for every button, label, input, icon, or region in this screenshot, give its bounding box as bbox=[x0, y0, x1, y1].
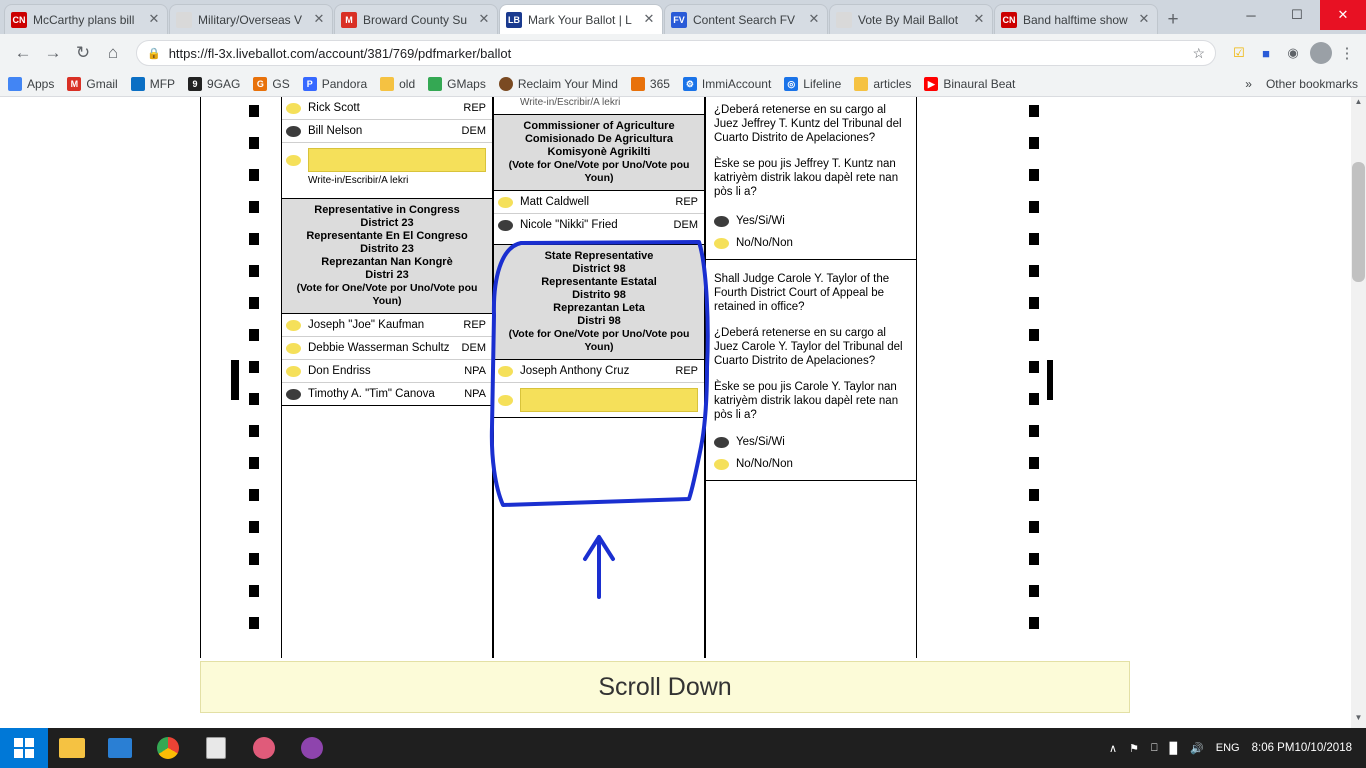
timing-mark bbox=[249, 425, 259, 437]
retention-question-es: ¿Deberá retenerse en su cargo al Juez Carole Y. Taylor del Tribunal del Cuarto Distrito de Apelaciones? bbox=[714, 327, 903, 367]
youtube-icon: ▶ bbox=[924, 77, 938, 91]
race-title-line: Distrito 98 bbox=[572, 289, 626, 301]
timing-mark bbox=[249, 105, 259, 117]
vote-oval-unmarked[interactable] bbox=[498, 197, 513, 208]
race-title-line: Reprezantan Leta bbox=[553, 302, 645, 314]
candidate-name: Debbie Wasserman Schultz bbox=[308, 342, 450, 354]
tab-title: Content Search FV bbox=[693, 12, 796, 27]
maps-icon bbox=[428, 77, 442, 91]
pandora-icon: P bbox=[303, 77, 317, 91]
race-title-line: Commissioner of Agriculture bbox=[523, 120, 675, 132]
timing-mark bbox=[1029, 617, 1039, 629]
bookmark-mfp[interactable] bbox=[131, 77, 175, 91]
race-vote-instruction: (Vote for One/Vote por Uno/Vote pou Youn) bbox=[508, 328, 690, 353]
browser-toolbar bbox=[0, 34, 1366, 72]
candidate-row[interactable] bbox=[282, 97, 492, 120]
tray-expand-icon[interactable]: ∧ bbox=[1109, 742, 1118, 755]
back-icon[interactable]: ← bbox=[14, 43, 32, 62]
candidate-party: REP bbox=[463, 102, 486, 114]
reload-icon[interactable]: ↻ bbox=[75, 43, 91, 62]
taskbar-app-blue-icon[interactable] bbox=[96, 728, 144, 768]
bookmark-label: Binaural Beat bbox=[943, 77, 1016, 91]
candidate-party: DEM bbox=[673, 219, 698, 231]
option-label: Yes/Si/Wi bbox=[736, 436, 785, 448]
vote-oval-unmarked[interactable] bbox=[714, 238, 729, 249]
address-bar[interactable] bbox=[136, 40, 1216, 66]
tab-favicon bbox=[836, 12, 852, 28]
write-in-row[interactable] bbox=[494, 383, 704, 418]
candidate-row[interactable] bbox=[494, 214, 704, 236]
scroll-down-label: Scroll Down bbox=[598, 672, 732, 701]
bookmark-lifeline[interactable] bbox=[784, 77, 841, 91]
candidate-name: Rick Scott bbox=[308, 102, 360, 114]
timing-mark bbox=[249, 617, 259, 629]
close-icon[interactable]: ✕ bbox=[313, 10, 325, 26]
option-label: No/No/Non bbox=[736, 458, 793, 470]
timing-mark bbox=[1029, 393, 1039, 405]
candidate-row[interactable] bbox=[282, 337, 492, 360]
timing-mark bbox=[249, 329, 259, 341]
tab-title: Mark Your Ballot | L bbox=[528, 12, 632, 27]
bookmark-label: MFP bbox=[149, 77, 176, 91]
timing-mark bbox=[1029, 297, 1039, 309]
write-in-row[interactable] bbox=[282, 143, 492, 172]
mfp-icon bbox=[131, 77, 145, 91]
race-title-line: Representative in Congress bbox=[314, 204, 460, 216]
race-title-line: District 23 bbox=[360, 217, 414, 229]
bookmark-label: ImmiAccount bbox=[701, 77, 772, 91]
vote-oval-marked[interactable] bbox=[714, 216, 729, 227]
scroll-up-arrow-icon[interactable]: ▲ bbox=[1354, 97, 1363, 106]
timing-mark bbox=[249, 521, 259, 533]
retention-option-row[interactable] bbox=[706, 453, 916, 481]
timing-marks-left bbox=[249, 105, 259, 649]
tab-favicon: LB bbox=[506, 12, 522, 28]
race-title-line: Comisionado De Agricultura bbox=[524, 133, 674, 145]
write-in-input[interactable] bbox=[520, 388, 698, 412]
write-in-label: Write-in/Escribir/A lekri bbox=[308, 175, 409, 186]
candidate-party: DEM bbox=[461, 342, 486, 354]
minimize-button[interactable]: ─ bbox=[1246, 7, 1256, 23]
candidate-name: Bill Nelson bbox=[308, 125, 363, 137]
race-header-agriculture bbox=[494, 114, 704, 191]
bookmark-label: GS bbox=[272, 77, 290, 91]
maximize-button[interactable]: ☐ bbox=[1291, 7, 1303, 22]
candidate-party: DEM bbox=[461, 125, 486, 137]
race-title-line: Distri 23 bbox=[365, 269, 409, 281]
browser-tab-5[interactable] bbox=[829, 4, 993, 34]
tray-usb-icon[interactable]: ⎕ bbox=[1150, 741, 1158, 754]
scroll-marker-right[interactable] bbox=[1047, 360, 1053, 400]
candidate-row[interactable] bbox=[282, 360, 492, 383]
office-icon bbox=[631, 77, 645, 91]
browser-tab-3-active[interactable] bbox=[499, 4, 663, 34]
timing-mark bbox=[249, 201, 259, 213]
browser-menu-icon[interactable]: ⋮ bbox=[1339, 45, 1355, 62]
write-in-box[interactable] bbox=[520, 388, 698, 412]
timing-mark bbox=[249, 169, 259, 181]
bookmark-365[interactable] bbox=[631, 77, 670, 91]
taskbar-music-player-icon[interactable] bbox=[288, 728, 336, 768]
bookmark-folder-articles[interactable] bbox=[854, 77, 911, 91]
race-title-line: Representante Estatal bbox=[541, 276, 657, 288]
close-icon[interactable]: ✕ bbox=[1138, 10, 1150, 26]
bookmark-label: articles bbox=[873, 77, 912, 91]
browser-tab-6[interactable] bbox=[994, 4, 1158, 34]
page-content bbox=[0, 97, 1366, 728]
scroll-down-banner[interactable] bbox=[200, 661, 1130, 713]
timing-mark bbox=[1029, 233, 1039, 245]
clock-time: 8:06 PM bbox=[1251, 742, 1295, 754]
tray-flag-icon[interactable]: ⚑ bbox=[1129, 742, 1139, 755]
taskbar-calculator-icon[interactable] bbox=[192, 728, 240, 768]
race-title-line: Representante En El Congreso bbox=[306, 230, 468, 242]
start-button[interactable] bbox=[0, 728, 48, 768]
close-icon[interactable]: ✕ bbox=[148, 10, 160, 26]
browser-tab-2[interactable] bbox=[334, 4, 498, 34]
bookmark-9gag[interactable] bbox=[188, 77, 240, 91]
gmail-icon: M bbox=[67, 77, 81, 91]
tab-title: Band halftime show bbox=[1023, 12, 1128, 27]
timing-mark bbox=[1029, 361, 1039, 373]
folder-icon bbox=[380, 77, 394, 91]
tab-favicon bbox=[176, 12, 192, 28]
tab-title: McCarthy plans bill bbox=[33, 12, 135, 27]
folder-icon bbox=[854, 77, 868, 91]
race-us-senator-partial bbox=[282, 97, 492, 192]
candidate-name: Nicole "Nikki" Fried bbox=[520, 219, 618, 231]
other-bookmarks-label[interactable]: Other bookmarks bbox=[1265, 77, 1358, 91]
bookmark-gs[interactable] bbox=[253, 77, 289, 91]
bookmark-label: Lifeline bbox=[803, 77, 842, 91]
candidate-party: NPA bbox=[464, 388, 486, 400]
retention-question-en: Shall Judge Carole Y. Taylor of the Fourth District Court of Appeal be retained in office? bbox=[714, 273, 890, 313]
address-bar-url: https://fl-3x.liveballot.com/account/381/769/pdfmarker/ballot bbox=[168, 45, 512, 61]
extension-icon-flag[interactable]: ■ bbox=[1262, 45, 1270, 61]
tab-title: Military/Overseas V bbox=[198, 12, 303, 27]
tray-volume-icon[interactable]: 🔊 bbox=[1190, 742, 1204, 755]
candidate-name: Don Endriss bbox=[308, 365, 371, 377]
tray-network-icon[interactable]: ▉ bbox=[1169, 742, 1179, 755]
retention-option-row[interactable] bbox=[706, 199, 916, 232]
timing-mark bbox=[1029, 137, 1039, 149]
bookmark-pandora[interactable] bbox=[303, 77, 367, 91]
gear-icon: ⚙ bbox=[683, 77, 697, 91]
timing-mark bbox=[249, 297, 259, 309]
tab-favicon: CN bbox=[11, 12, 27, 28]
bookmark-label: 365 bbox=[649, 77, 670, 91]
tab-favicon: CN bbox=[1001, 12, 1017, 28]
taskbar-chrome-icon[interactable] bbox=[144, 728, 192, 768]
reclaim-icon bbox=[499, 77, 513, 91]
timing-mark bbox=[1029, 329, 1039, 341]
retention-option-row[interactable] bbox=[706, 422, 916, 453]
retention-question-es: ¿Deberá retenerse en su cargo al Juez Jeffrey T. Kuntz del Tribunal del Cuarto Distrito de Apelaciones? bbox=[714, 104, 902, 144]
close-icon[interactable]: ✕ bbox=[643, 10, 655, 26]
timing-mark bbox=[249, 233, 259, 245]
timing-mark bbox=[249, 553, 259, 565]
bookmarks-bar bbox=[0, 72, 1366, 97]
retention-question-ht: Èske se pou jis Carole Y. Taylor nan katriyèm distrik lakou dapèl rete nan pòs li a? bbox=[714, 381, 899, 421]
timing-mark bbox=[249, 585, 259, 597]
race-title-line: Reprezantan Nan Kongrè bbox=[321, 256, 453, 268]
vote-oval-unmarked[interactable] bbox=[286, 343, 301, 354]
tab-favicon: M bbox=[341, 12, 357, 28]
retention-option-row[interactable] bbox=[706, 232, 916, 260]
scroll-down-arrow-icon[interactable]: ▼ bbox=[1354, 713, 1363, 722]
bookmark-apps[interactable] bbox=[8, 77, 54, 91]
timing-mark bbox=[249, 489, 259, 501]
vote-oval-unmarked[interactable] bbox=[286, 366, 301, 377]
race-header-congress-23 bbox=[282, 198, 492, 314]
home-icon[interactable]: ⌂ bbox=[107, 43, 119, 62]
taskbar-paint-icon[interactable] bbox=[240, 728, 288, 768]
taskbar bbox=[0, 728, 1366, 768]
timing-marks-right bbox=[1029, 105, 1039, 649]
race-header-state-rep-98 bbox=[494, 244, 704, 360]
vote-oval-unmarked[interactable] bbox=[286, 320, 301, 331]
candidate-party: NPA bbox=[464, 365, 486, 377]
bookmark-gmaps[interactable] bbox=[428, 77, 486, 91]
vote-oval-unmarked[interactable] bbox=[286, 103, 301, 114]
candidate-row[interactable] bbox=[282, 314, 492, 337]
vote-oval-marked[interactable] bbox=[714, 437, 729, 448]
vote-oval-unmarked[interactable] bbox=[714, 459, 729, 470]
tray-language[interactable]: ENG bbox=[1215, 742, 1240, 754]
clock-date: 10/10/2018 bbox=[1294, 742, 1352, 754]
candidate-row[interactable] bbox=[494, 360, 704, 383]
candidate-row[interactable] bbox=[282, 120, 492, 143]
race-vote-instruction: (Vote for One/Vote por Uno/Vote pou Youn) bbox=[296, 282, 478, 307]
candidate-row[interactable] bbox=[282, 383, 492, 406]
bookmark-label: GMaps bbox=[447, 77, 486, 91]
bookmark-reclaim-your-mind[interactable] bbox=[499, 77, 618, 91]
candidate-name: Joseph Anthony Cruz bbox=[520, 365, 630, 377]
write-in-input[interactable] bbox=[308, 148, 486, 172]
candidate-name: Matt Caldwell bbox=[520, 196, 590, 208]
lock-icon: 🔒 bbox=[147, 47, 161, 60]
forward-icon[interactable]: → bbox=[44, 43, 62, 62]
system-tray bbox=[1103, 741, 1366, 755]
apps-icon bbox=[8, 77, 22, 91]
taskbar-clock[interactable] bbox=[1246, 741, 1358, 755]
timing-mark bbox=[249, 265, 259, 277]
vote-oval-marked[interactable] bbox=[286, 126, 301, 137]
new-tab-button[interactable]: + bbox=[1167, 9, 1179, 30]
bookmark-gmail[interactable] bbox=[67, 77, 117, 91]
close-icon[interactable]: ✕ bbox=[808, 10, 820, 26]
timing-mark bbox=[1029, 553, 1039, 565]
bookmarks-right-group bbox=[1245, 77, 1358, 91]
bookmark-star-icon[interactable]: ☆ bbox=[1192, 44, 1205, 61]
page-scrollbar[interactable] bbox=[1351, 97, 1366, 728]
vote-oval-unmarked[interactable] bbox=[286, 155, 301, 166]
write-in-label-partial: Write-in/Escribir/A lekri bbox=[520, 97, 621, 108]
windows-logo-icon bbox=[14, 738, 34, 758]
bookmarks-overflow-icon[interactable]: » bbox=[1245, 77, 1252, 91]
vote-oval-unmarked[interactable] bbox=[498, 395, 513, 406]
candidate-row[interactable] bbox=[494, 191, 704, 214]
timing-mark bbox=[249, 457, 259, 469]
timing-mark bbox=[1029, 585, 1039, 597]
window-close-button[interactable]: ✕ bbox=[1320, 0, 1366, 30]
race-title-line: Komisyonè Agrikilti bbox=[547, 146, 651, 158]
bookmark-label: Reclaim Your Mind bbox=[517, 77, 618, 91]
bookmark-label: Gmail bbox=[86, 77, 118, 91]
ballot-sheet bbox=[200, 97, 1130, 658]
close-icon[interactable]: ✕ bbox=[478, 10, 490, 26]
candidate-party: REP bbox=[463, 319, 486, 331]
write-in-box[interactable] bbox=[308, 148, 486, 172]
candidate-name: Joseph "Joe" Kaufman bbox=[308, 319, 425, 331]
bookmark-folder-old[interactable] bbox=[380, 77, 415, 91]
race-title-line: State Representative bbox=[544, 250, 654, 262]
close-icon[interactable]: ✕ bbox=[973, 10, 985, 26]
race-title-line: Distri 98 bbox=[577, 315, 621, 327]
tab-title: Vote By Mail Ballot bbox=[858, 12, 959, 27]
ballot-column-1 bbox=[281, 97, 493, 658]
timing-mark bbox=[1029, 425, 1039, 437]
timing-mark bbox=[249, 137, 259, 149]
timing-mark bbox=[1029, 201, 1039, 213]
bookmark-immiaccount[interactable] bbox=[683, 77, 771, 91]
ballot-column-2 bbox=[493, 97, 705, 658]
candidate-party: REP bbox=[675, 196, 698, 208]
bookmark-label: 9GAG bbox=[207, 77, 241, 91]
lifeline-icon: ◎ bbox=[784, 77, 798, 91]
extension-icon-shield[interactable]: ☑ bbox=[1233, 45, 1245, 60]
browser-tab-1[interactable] bbox=[169, 4, 333, 34]
gs-icon: G bbox=[253, 77, 267, 91]
taskbar-file-explorer-icon[interactable] bbox=[48, 728, 96, 768]
bookmark-label: Apps bbox=[27, 77, 55, 91]
extension-icon-circle[interactable]: ◉ bbox=[1287, 45, 1299, 60]
candidate-party: REP bbox=[675, 365, 698, 377]
candidate-name: Timothy A. "Tim" Canova bbox=[308, 388, 435, 400]
timing-mark bbox=[249, 393, 259, 405]
scroll-marker-left[interactable] bbox=[231, 360, 239, 400]
scrollbar-thumb[interactable] bbox=[1352, 162, 1365, 282]
retention-question-ht: Èske se pou jis Jeffrey T. Kuntz nan katriyèm distrik lakou dapèl rete nan pòs li a? bbox=[714, 158, 899, 198]
tab-title: Broward County Su bbox=[363, 12, 468, 27]
race-title-line: District 98 bbox=[572, 263, 626, 275]
bookmark-label: old bbox=[399, 77, 416, 91]
avatar[interactable] bbox=[1310, 42, 1332, 64]
vote-oval-unmarked[interactable] bbox=[498, 366, 513, 377]
bookmark-label: Pandora bbox=[321, 77, 368, 91]
timing-mark bbox=[1029, 457, 1039, 469]
ninegag-icon: 9 bbox=[188, 77, 202, 91]
timing-mark bbox=[1029, 489, 1039, 501]
tab-strip bbox=[0, 0, 1366, 34]
timing-mark bbox=[1029, 521, 1039, 533]
browser-tab-4[interactable] bbox=[664, 4, 828, 34]
browser-tab-0[interactable] bbox=[4, 4, 168, 34]
bookmark-binaural-beat[interactable] bbox=[924, 77, 1015, 91]
ballot-column-3 bbox=[705, 97, 917, 658]
vote-oval-marked[interactable] bbox=[498, 220, 513, 231]
timing-mark bbox=[1029, 105, 1039, 117]
race-title-line: Distrito 23 bbox=[360, 243, 414, 255]
race-vote-instruction: (Vote for One/Vote por Uno/Vote pou Youn) bbox=[508, 159, 690, 184]
timing-mark bbox=[1029, 169, 1039, 181]
option-label: Yes/Si/Wi bbox=[736, 215, 785, 227]
window-controls bbox=[1228, 0, 1366, 34]
option-label: No/No/Non bbox=[736, 237, 793, 249]
tab-favicon: FV bbox=[671, 12, 687, 28]
timing-mark bbox=[249, 361, 259, 373]
timing-mark bbox=[1029, 265, 1039, 277]
vote-oval-marked[interactable] bbox=[286, 389, 301, 400]
